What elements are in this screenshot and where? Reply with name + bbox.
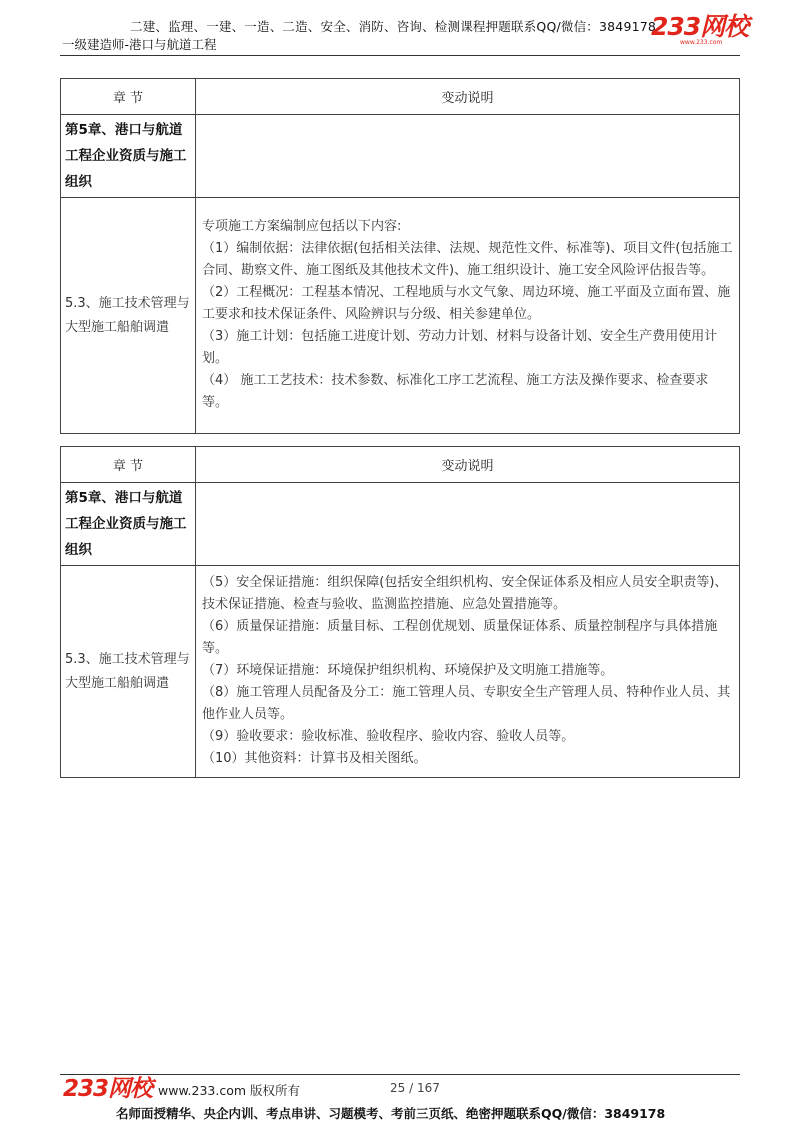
list-item: （3）施工计划：包括施工进度计划、劳动力计划、材料与设备计划、安全生产费用使用计划。 <box>202 328 718 366</box>
brand-logo-url: www.233.com <box>680 39 723 46</box>
list-item: 专项施工方案编制应包括以下内容: <box>202 218 402 234</box>
list-item: （8）施工管理人员配备及分工：施工管理人员、专职安全生产管理人员、特种作业人员、其他作业人员等。 <box>202 684 731 722</box>
footer-promo-text: 名师面授精华、央企内训、考点串讲、习题模考、考前三页纸、绝密押题联系QQ/微信：3849178 <box>116 1106 666 1121</box>
table-row <box>61 198 740 434</box>
change-description <box>196 198 740 434</box>
column-header-chapter: 章 节 <box>61 79 196 115</box>
chapter-title: 第5章、港口与航道工程企业资质与施工组织 <box>61 483 196 566</box>
list-item: （2）工程概况：工程基本情况、工程地质与水文气象、周边环境、施工平面及立面布置、施工要求和技术保证条件、风险辨识与分级、相关参建单位。 <box>202 284 731 322</box>
chapter-row <box>61 115 740 198</box>
list-item: （10）其他资料：计算书及相关图纸。 <box>202 750 427 766</box>
column-header-change: 变动说明 <box>196 79 740 115</box>
empty-cell <box>196 483 740 566</box>
footer-divider <box>60 1074 740 1075</box>
document-subtitle: 一级建造师-港口与航道工程 <box>62 37 217 52</box>
list-item: （6）质量保证措施：质量目标、工程创优规划、质量保证体系、质量控制程序与具体措施等。 <box>202 618 718 656</box>
list-item: （9）验收要求：验收标准、验收程序、验收内容、验收人员等。 <box>202 728 575 744</box>
list-item: （1）编制依据：法律依据(包括相关法律、法规、规范性文件、标准等)、项目文件(包括施工合同、勘察文件、施工图纸及其他技术文件)、施工组织设计、施工安全风险评估报告等。 <box>202 240 733 278</box>
chapter-title: 第5章、港口与航道工程企业资质与施工组织 <box>61 115 196 198</box>
table-header-row <box>61 79 740 115</box>
section-title: 5.3、施工技术管理与大型施工船舶调遣 <box>61 198 196 434</box>
chapter-row <box>61 483 740 566</box>
brand-logo: 233网校 <box>651 12 749 41</box>
section-title: 5.3、施工技术管理与大型施工船舶调遣 <box>61 566 196 778</box>
table-header-row <box>61 447 740 483</box>
list-item: （5）安全保证措施：组织保障(包括安全组织机构、安全保证体系及相应人员安全职责等)、技术保证措施、检查与验收、监测监控措施、应急处置措施等。 <box>202 574 728 612</box>
change-description <box>196 566 740 778</box>
footer-copyright: www.233.com 版权所有 <box>158 1083 300 1098</box>
list-item: （7）环境保证措施：环境保护组织机构、环境保护及文明施工措施等。 <box>202 662 614 678</box>
list-item: （4） 施工工艺技术：技术参数、标准化工序工艺流程、施工方法及操作要求、检查要求等。 <box>202 372 709 410</box>
header-promo-text: 二建、监理、一建、一造、二造、安全、消防、咨询、检测课程押题联系QQ/微信：3849178 <box>130 19 657 34</box>
empty-cell <box>196 115 740 198</box>
footer-brand-logo: 233网校 <box>63 1076 153 1102</box>
page-number: 25 / 167 <box>390 1081 440 1095</box>
column-header-chapter: 章 节 <box>61 447 196 483</box>
change-table-1 <box>60 78 740 434</box>
header-divider <box>60 55 740 56</box>
column-header-change: 变动说明 <box>196 447 740 483</box>
table-row <box>61 566 740 778</box>
change-table-2 <box>60 446 740 778</box>
